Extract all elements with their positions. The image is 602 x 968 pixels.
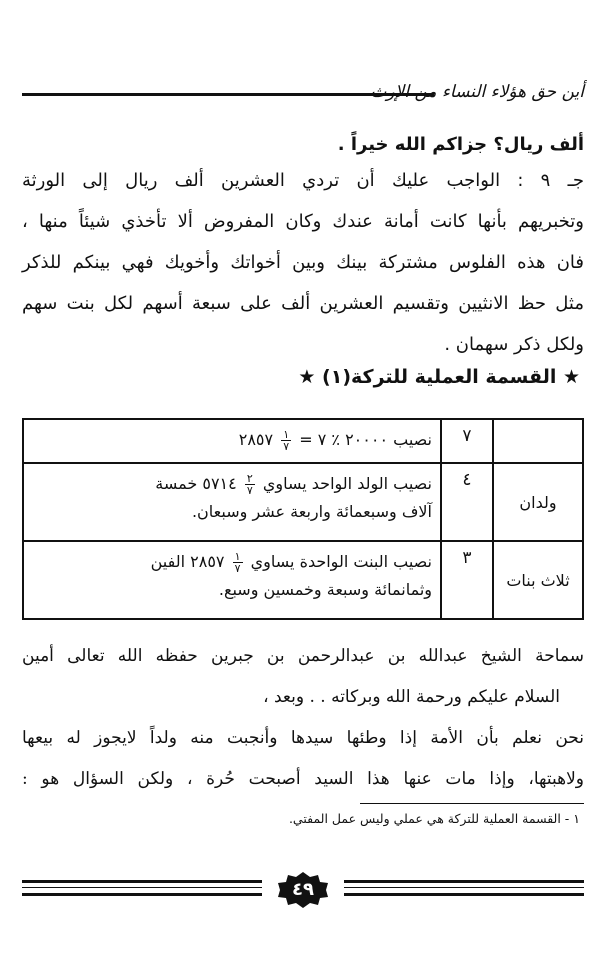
table-row [23,541,583,619]
fraction [233,551,243,574]
answer-block [22,160,584,365]
intro-block [22,124,584,165]
share-count-cell: ٣ [441,541,493,619]
table-row [23,419,583,463]
heir-cell: ثلاث بنات [493,541,583,619]
heir-cell: ولدان [493,463,583,541]
answer-line-2: وتخبريهم بأنها كانت أمانة عندك وكان المفروض ألا تأخذي شيئاً منها ، [22,211,584,232]
fraction-numerator: ٢ [246,472,253,485]
share-amount: ٥٧١٤ خمسة [155,474,237,493]
fraction-denominator: ٧ [246,484,253,497]
answer-line-3: فان هذه الفلوس مشتركة بينك وبين أخواتك وأخويك فهي بينكم للذكر [22,252,584,273]
answer-line-1: جـ ٩ : الواجب عليك أن تردي العشرين ألف ريال إلى الورثة [22,170,585,191]
question-line-3: نحن نعلم بأن الأمة إذا وطئها سيدها وأنجبت منه ولداً لايجوز له بيعها [22,728,584,748]
fraction-denominator: ٧ [283,440,290,453]
footnote: ١ - القسمة العملية للتركة هي عملي وليس عمل المفتي. [288,811,580,826]
footer-rule [344,887,584,888]
share-count-cell: ٤ [441,463,493,541]
footer-rule [344,893,584,896]
share-description-cell [23,419,441,463]
header-title: أين حق هؤلاء النساء من الإرث [370,82,584,102]
intro-line: ألف ريال؟ جزاكم الله خيراً . [337,134,584,155]
share-description-cell [23,463,441,541]
question-line-1: سماحة الشيخ عبدالله بن عبدالرحمن بن جبرين حفظه الله تعالى أمين [22,646,584,666]
share-amount: ٢٨٥٧ الفين [150,552,225,571]
share-text: نصيب ٢٠٠٠٠ ٪ ٧ = [299,430,432,449]
section-heading: ★ القسمة العملية للتركة(١) ★ [298,366,580,388]
heir-cell [493,419,583,463]
question-line-4: ولاهبتها، وإذا مات عنها هذا السيد أصبحت حُرة ، ولكن السؤال هو : [22,769,584,789]
share-amount-words: آلاف وسبعمائة واربعة عشر وسبعان. [191,502,432,521]
page-footer [22,872,584,908]
footer-rule [22,887,262,888]
fraction-numerator: ١ [234,550,241,563]
share-amount-words: وثمانمائة وسبعة وخمسين وسبع. [218,580,432,599]
fraction [281,429,291,452]
answer-line-5: ولكل ذكر سهمان . [444,334,584,355]
footer-rule [22,893,262,896]
share-text: نصيب البنت الواحدة يساوي [250,552,432,571]
share-amount: ٢٨٥٧ [238,430,274,449]
fraction-numerator: ١ [283,428,290,441]
share-count-cell: ٧ [441,419,493,463]
footnote-rule [360,803,584,804]
running-header [22,80,584,110]
table-row [23,463,583,541]
share-text: نصيب الولد الواحد يساوي [262,474,432,493]
footer-rule [344,880,584,883]
page-number-badge [270,872,336,908]
footer-rule [22,880,262,883]
fraction-denominator: ٧ [234,562,241,575]
share-description-cell [23,541,441,619]
question-block [22,636,584,800]
question-line-2: السلام عليكم ورحمة الله وبركاته . . وبعد ، [263,687,560,707]
page-number: ٤٩ [292,879,314,900]
answer-line-4: مثل حظ الانثيين وتقسيم العشرين ألف على سبعة أسهم لكل بنت سهم [22,293,584,314]
inheritance-table [22,418,584,620]
fraction [245,473,255,496]
